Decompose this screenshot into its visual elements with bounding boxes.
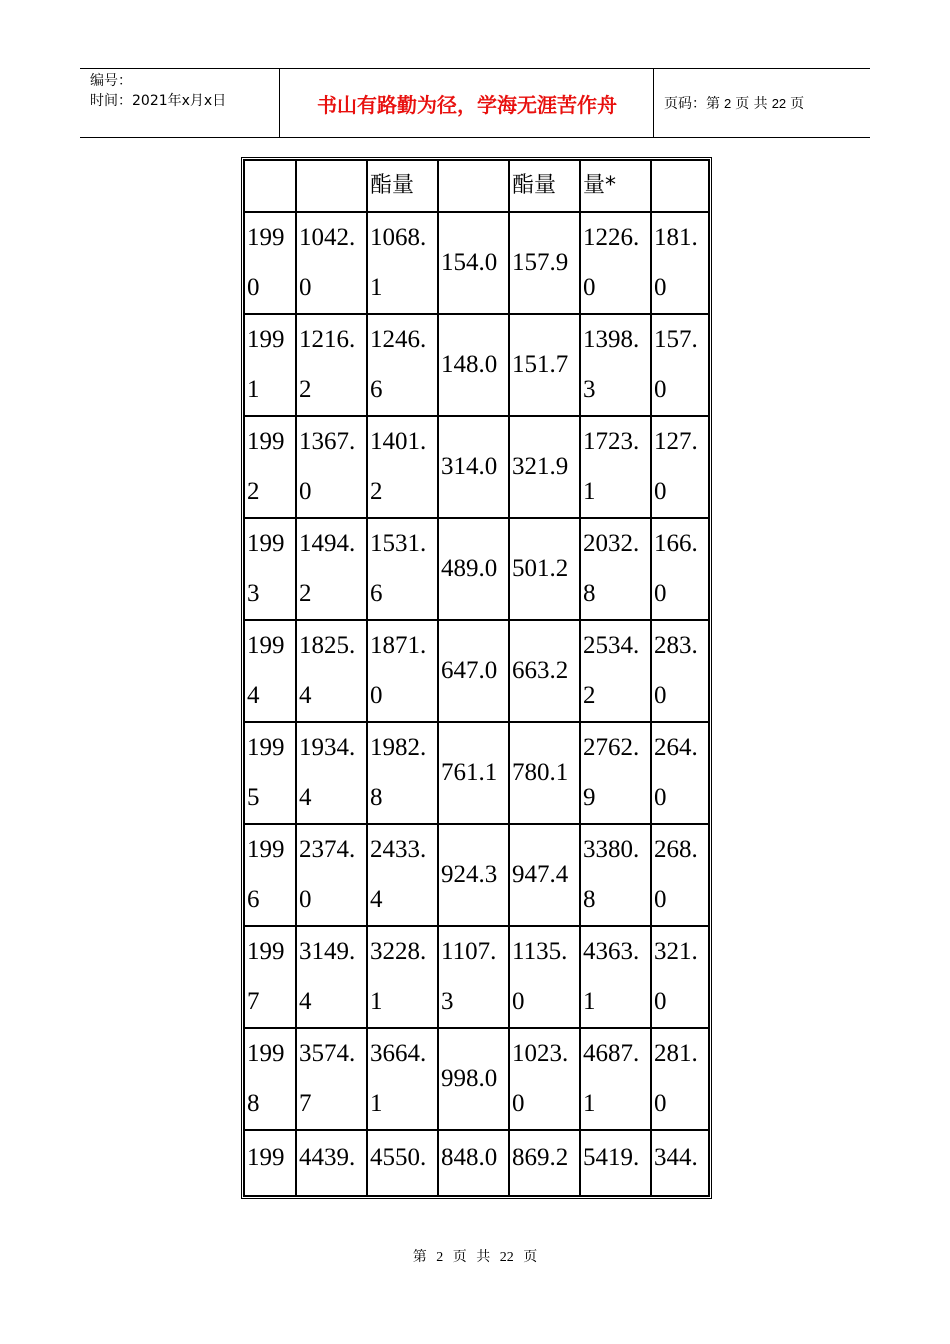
table-cell: 268.0 (651, 824, 709, 926)
header-meta (80, 69, 280, 137)
table-row (244, 722, 709, 824)
page-header (80, 68, 870, 138)
table-row (244, 620, 709, 722)
year-cell: 1994 (244, 620, 296, 722)
page-footer: 第 2 页 共 22 页 (412, 1250, 538, 1265)
table-cell: 3664.1 (367, 1028, 438, 1130)
table-cell: 2374.0 (296, 824, 367, 926)
data-table (241, 157, 712, 1199)
table-cell: 283.0 (651, 620, 709, 722)
table-cell: 2032.8 (580, 518, 651, 620)
header-cell: 量* (580, 160, 651, 212)
table-row (244, 416, 709, 518)
table-cell: 761.1 (438, 722, 509, 824)
table-cell: 998.0 (438, 1028, 509, 1130)
table-row (244, 314, 709, 416)
table-cell: 1723.1 (580, 416, 651, 518)
table-cell: 1042.0 (296, 212, 367, 314)
table-cell: 5419. (580, 1130, 651, 1196)
year-cell: 199 (244, 1130, 296, 1196)
year-cell: 1991 (244, 314, 296, 416)
table-cell: 1401.2 (367, 416, 438, 518)
page-number: 2 (724, 95, 732, 111)
header-cell (651, 160, 709, 212)
year-cell: 1992 (244, 416, 296, 518)
table-cell: 1494.2 (296, 518, 367, 620)
table-cell: 344. (651, 1130, 709, 1196)
header-cell (438, 160, 509, 212)
header-motto: 书山有路勤为径，学海无涯苦作舟 (281, 69, 654, 137)
year-cell: 1997 (244, 926, 296, 1028)
header-cell: 酯量 (367, 160, 438, 212)
table-cell: 314.0 (438, 416, 509, 518)
table-cell: 1246.6 (367, 314, 438, 416)
table-cell: 1226.0 (580, 212, 651, 314)
table-cell: 1934.4 (296, 722, 367, 824)
table-cell: 321.0 (651, 926, 709, 1028)
table-cell: 869.2 (509, 1130, 580, 1196)
table-cell: 148.0 (438, 314, 509, 416)
table-cell: 501.2 (509, 518, 580, 620)
year-cell: 1995 (244, 722, 296, 824)
year-cell: 1996 (244, 824, 296, 926)
table-cell: 2762.9 (580, 722, 651, 824)
table-header-row (244, 160, 709, 212)
table-cell: 780.1 (509, 722, 580, 824)
table-cell: 3228.1 (367, 926, 438, 1028)
table-cell: 157.9 (509, 212, 580, 314)
table-cell: 1023.0 (509, 1028, 580, 1130)
table-cell: 4439. (296, 1130, 367, 1196)
table-row (244, 824, 709, 926)
table-cell: 1398.3 (580, 314, 651, 416)
table-cell: 1367.0 (296, 416, 367, 518)
table-cell: 2433.4 (367, 824, 438, 926)
table-cell: 1871.0 (367, 620, 438, 722)
table-cell: 3574.7 (296, 1028, 367, 1130)
table-cell: 1068.1 (367, 212, 438, 314)
table-cell: 647.0 (438, 620, 509, 722)
table-cell: 947.4 (509, 824, 580, 926)
table-cell: 489.0 (438, 518, 509, 620)
table-row (244, 926, 709, 1028)
table-cell: 4363.1 (580, 926, 651, 1028)
table-cell: 157.0 (651, 314, 709, 416)
page-suffix: 页 (790, 96, 805, 112)
table-cell: 154.0 (438, 212, 509, 314)
table-cell: 2534.2 (580, 620, 651, 722)
page-total: 22 (771, 95, 787, 111)
table-cell: 1531.6 (367, 518, 438, 620)
time-label: 时间：2021年x月x日 (90, 93, 227, 109)
table-cell: 321.9 (509, 416, 580, 518)
table-cell: 181.0 (651, 212, 709, 314)
year-cell: 1993 (244, 518, 296, 620)
table-cell: 663.2 (509, 620, 580, 722)
header-cell (244, 160, 296, 212)
table-row (244, 518, 709, 620)
table-row-partial (244, 1130, 709, 1196)
table-cell: 4550. (367, 1130, 438, 1196)
table-cell: 848.0 (438, 1130, 509, 1196)
table-cell: 4687.1 (580, 1028, 651, 1130)
table-row (244, 212, 709, 314)
table-cell: 924.3 (438, 824, 509, 926)
table-cell: 264.0 (651, 722, 709, 824)
table-cell: 281.0 (651, 1028, 709, 1130)
page-mid: 页 共 (735, 96, 768, 112)
table-cell: 1825.4 (296, 620, 367, 722)
table-row (244, 1028, 709, 1130)
table-cell: 3380.8 (580, 824, 651, 926)
table-cell: 1107.3 (438, 926, 509, 1028)
page-prefix: 页码：第 (664, 96, 720, 112)
table-cell: 3149.4 (296, 926, 367, 1028)
number-label: 编号： (90, 73, 132, 89)
table-cell: 1135.0 (509, 926, 580, 1028)
header-cell (296, 160, 367, 212)
year-cell: 1998 (244, 1028, 296, 1130)
year-cell: 1990 (244, 212, 296, 314)
table-cell: 1982.8 (367, 722, 438, 824)
table-cell: 151.7 (509, 314, 580, 416)
header-cell: 酯量 (509, 160, 580, 212)
table-cell: 1216.2 (296, 314, 367, 416)
header-page-info (654, 69, 870, 137)
table-cell: 166.0 (651, 518, 709, 620)
table-cell: 127.0 (651, 416, 709, 518)
